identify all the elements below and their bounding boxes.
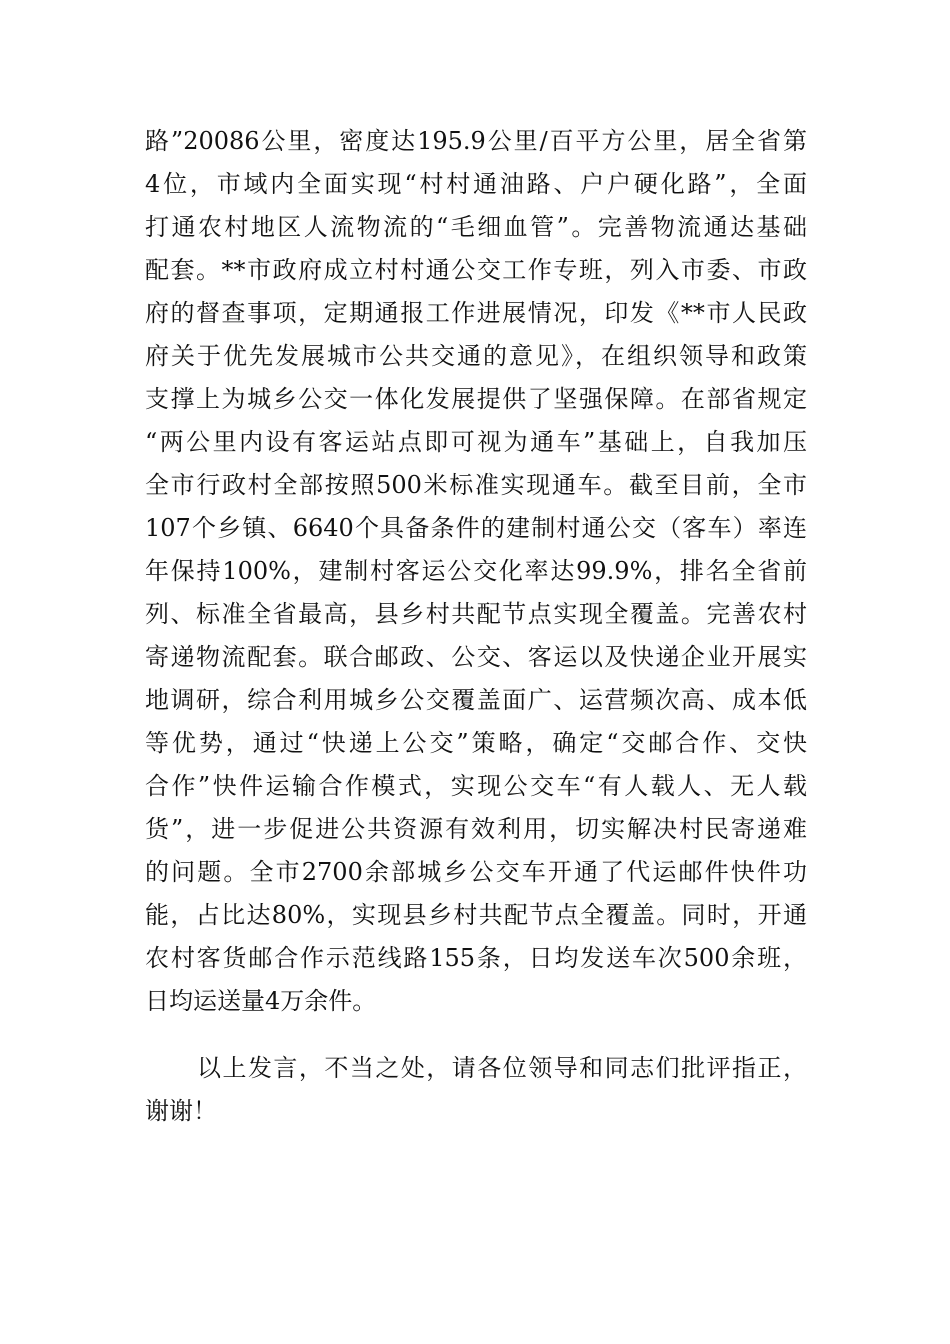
text-line: 府关于优先发展城市公共交通的意见》，在组织领导和政策 <box>145 342 807 370</box>
text-line: 107个乡镇、6640个具备条件的建制村通公交（客车）率连 <box>145 514 807 542</box>
text-line: 日均运送量4万余件。 <box>145 987 377 1015</box>
text-line: 全市行政村全部按照500米标准实现通车。截至目前，全市 <box>145 471 807 499</box>
text-line: 等优势，通过“快递上公交”策略，确定“交邮合作、交快 <box>145 729 807 757</box>
text-line: 支撑上为城乡公交一体化发展提供了坚强保障。在部省规定 <box>145 385 807 413</box>
closing-line: 谢谢！ <box>145 1097 217 1125</box>
text-line: “两公里内设有客运站点即可视为通车”基础上，自我加压 <box>145 428 807 456</box>
text-line: 的问题。全市2700余部城乡公交车开通了代运邮件快件功 <box>145 858 807 886</box>
text-line: 寄递物流配套。联合邮政、公交、客运以及快递企业开展实 <box>145 643 807 671</box>
text-line: 路”20086公里，密度达195.9公里/百平方公里，居全省第 <box>145 127 807 155</box>
closing-line: 以上发言，不当之处，请各位领导和同志们批评指正， <box>197 1054 807 1082</box>
text-line: 府的督查事项，定期通报工作进展情况，印发《**市人民政 <box>145 299 807 327</box>
text-line: 货”，进一步促进公共资源有效利用，切实解决村民寄递难 <box>145 815 807 843</box>
text-line: 年保持100%，建制村客运公交化率达99.9%，排名全省前 <box>145 557 807 585</box>
text-line: 合作”快件运输合作模式，实现公交车“有人载人、无人载 <box>145 772 807 800</box>
text-line: 列、标准全省最高，县乡村共配节点实现全覆盖。完善农村 <box>145 600 807 628</box>
text-line: 配套。**市政府成立村村通公交工作专班，列入市委、市政 <box>145 256 807 284</box>
text-line: 4位，市域内全面实现“村村通油路、户户硬化路”，全面 <box>145 170 807 198</box>
text-line: 打通农村地区人流物流的“毛细血管”。完善物流通达基础 <box>145 213 807 241</box>
text-line: 农村客货邮合作示范线路155条，日均发送车次500余班， <box>145 944 807 972</box>
text-line: 能，占比达80%，实现县乡村共配节点全覆盖。同时，开通 <box>145 901 807 929</box>
text-line: 地调研，综合利用城乡公交覆盖面广、运营频次高、成本低 <box>145 686 807 714</box>
